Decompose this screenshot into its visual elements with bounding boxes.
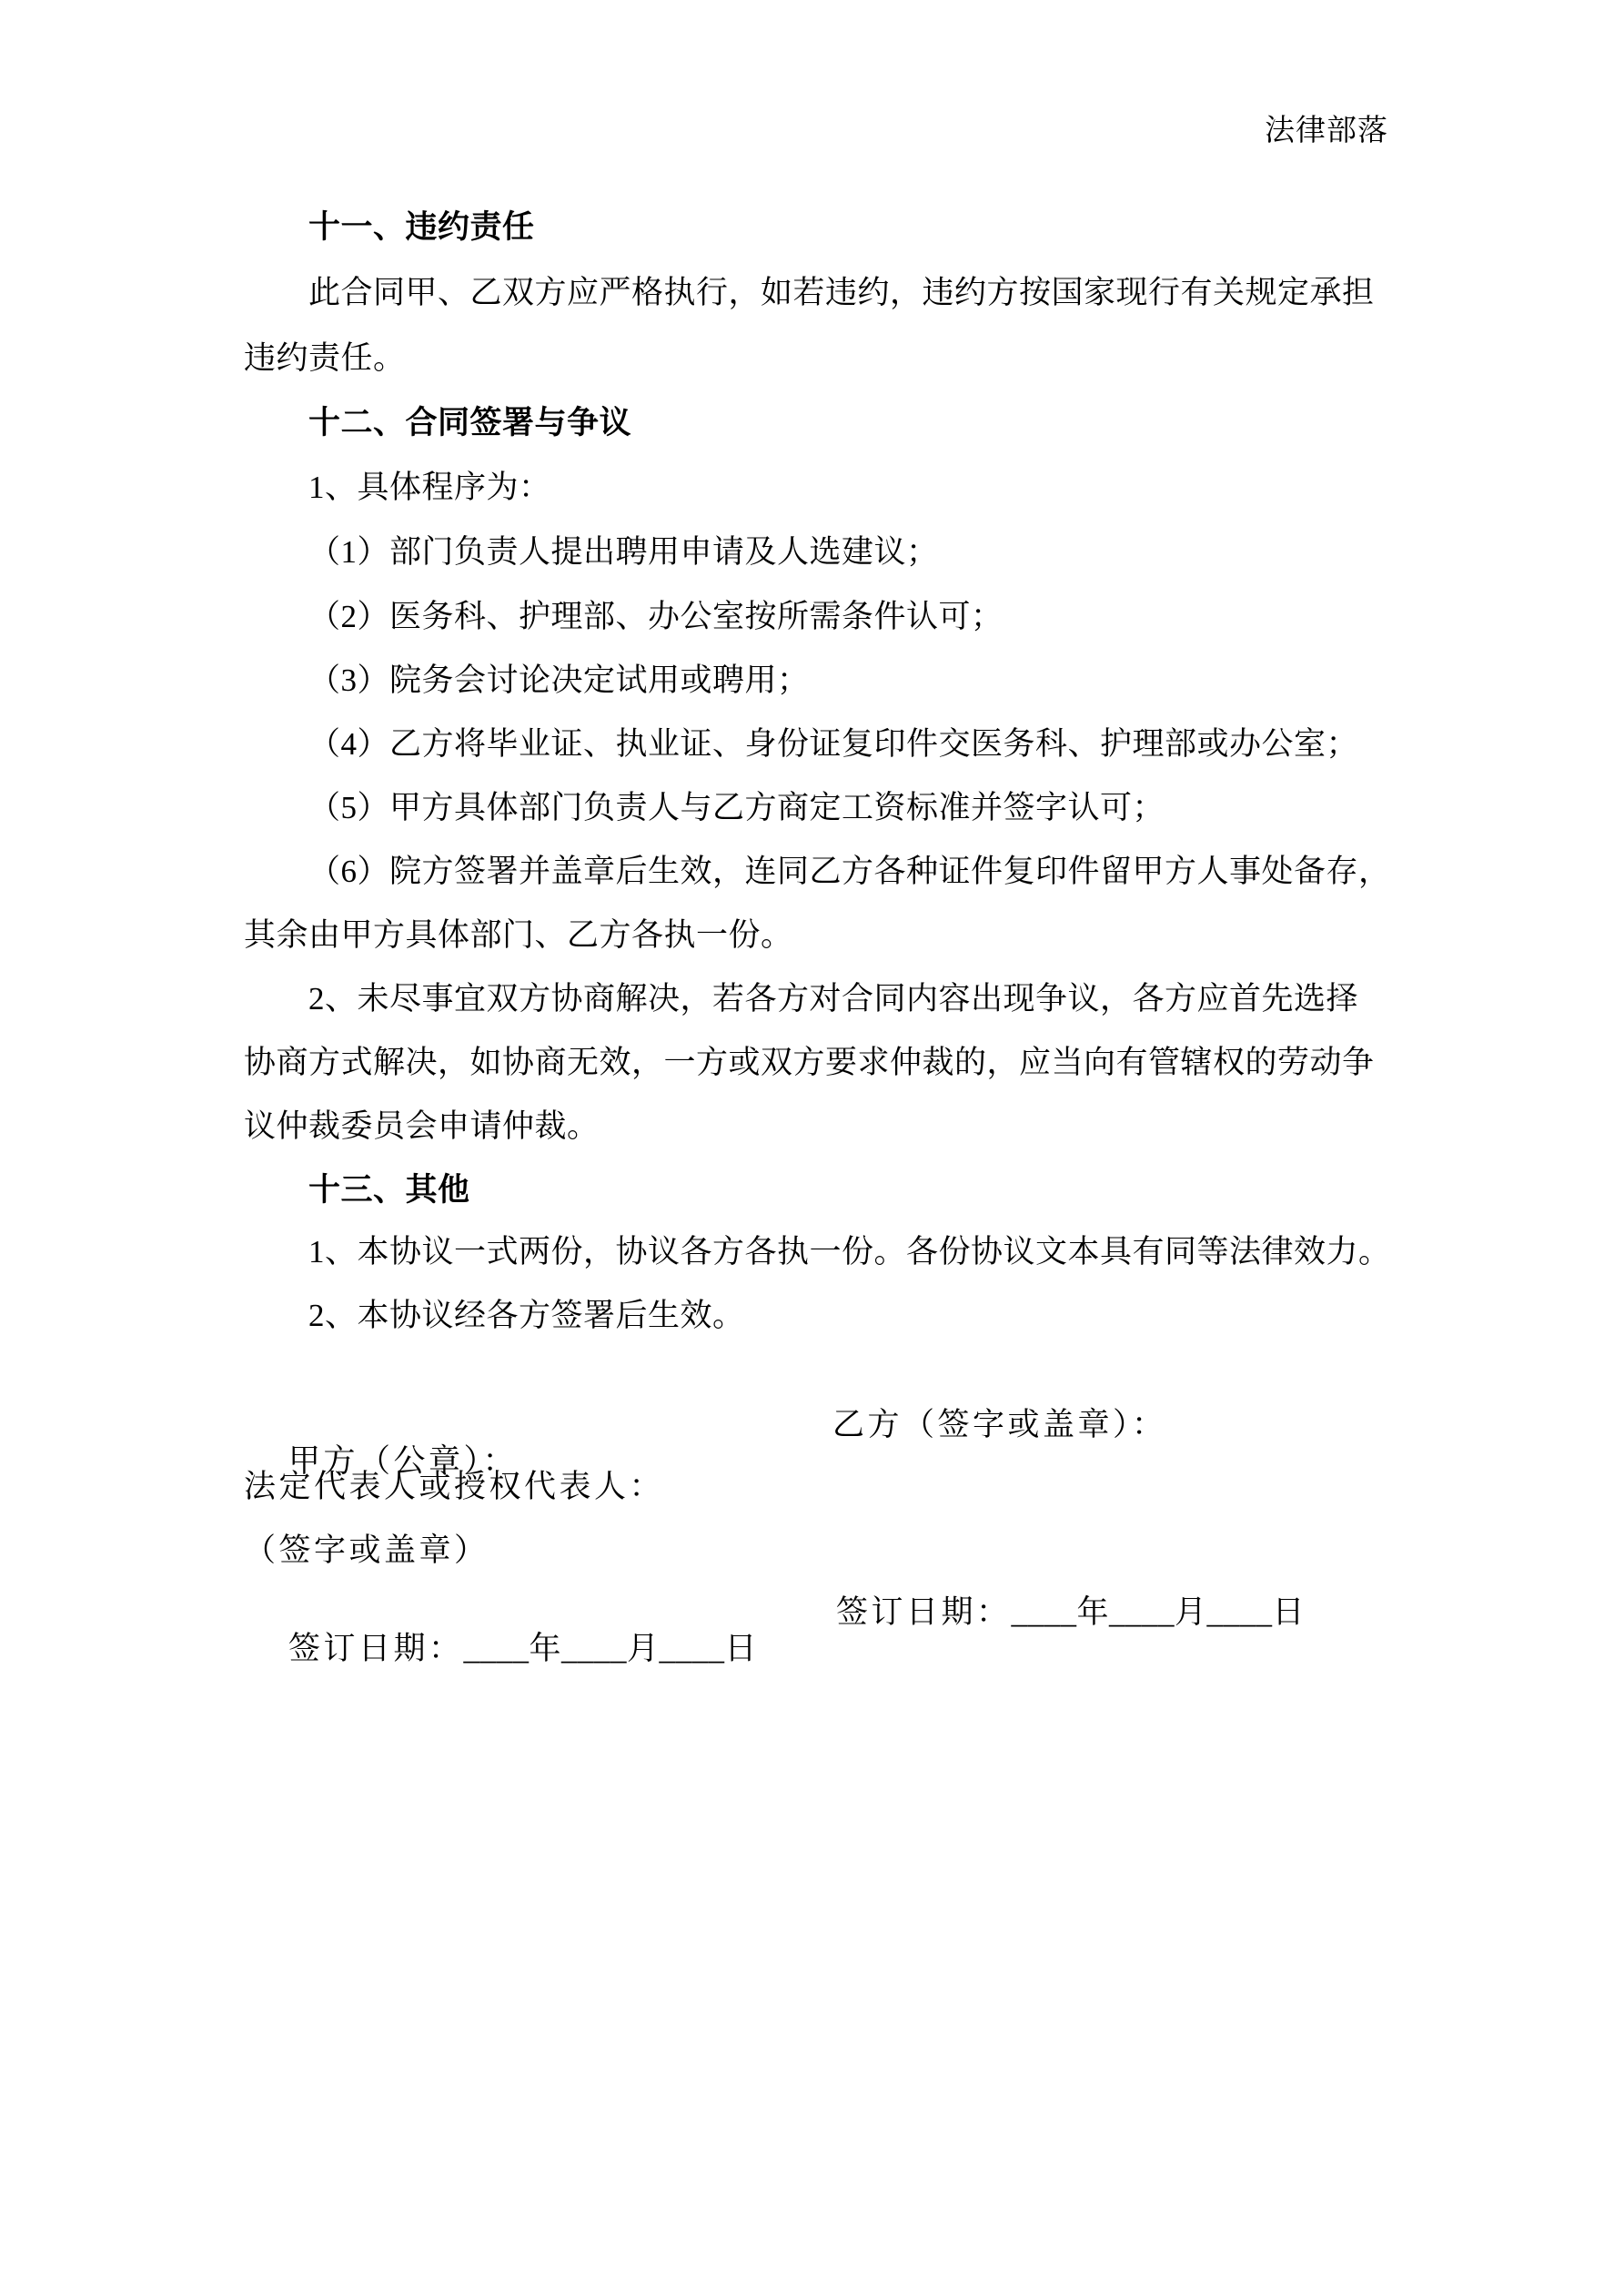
signature-dates-row	[244, 1594, 1408, 1741]
party-b-date-label: 签订日期：	[836, 1594, 1012, 1630]
party-b-date-group	[836, 1594, 1305, 1631]
clause-13-item-2: 2、本协议经各方签署后生效。	[308, 1298, 745, 1333]
seal-note-label: （签字或盖章）	[244, 1532, 489, 1568]
procedure-step-4: （4）乙方将毕业证、执业证、身份证复印件交医务科、护理部或办公室；	[308, 726, 1359, 762]
clause-11-line-2: 违约责任。	[244, 340, 406, 376]
procedure-step-5: （5）甲方具体部门负责人与乙方商定工资标准并签字认可；	[308, 790, 1165, 825]
page-header-brand: 法律部落	[1265, 115, 1388, 147]
clause-12-item-2-line-3: 议仲裁委员会申请仲裁。	[244, 1108, 600, 1144]
procedure-step-2: （2）医务科、护理部、办公室按所需条件认可；	[308, 599, 1004, 634]
section-heading-13: 十三、其他	[308, 1172, 470, 1208]
procedure-step-3: （3）院务会讨论决定试用或聘用；	[308, 663, 810, 698]
party-b-date-blanks: ____年____月____日	[1011, 1594, 1306, 1630]
clause-12-item-1: 1、具体程序为：	[308, 470, 551, 505]
party-a-date-label: 签订日期：	[288, 1631, 464, 1667]
section-heading-11: 十一、违约责任	[308, 209, 535, 245]
clause-11-line-1: 此合同甲、乙双方应严格执行，如若违约，违约方按国家现行有关规定承担	[308, 275, 1375, 310]
section-heading-12: 十二、合同签署与争议	[308, 405, 632, 440]
procedure-step-1: （1）部门负责人提出聘用申请及人选建议；	[308, 534, 939, 570]
party-a-date-group	[288, 1631, 757, 1666]
clause-12-item-2-line-2: 协商方式解决，如协商无效，一方或双方要求仲裁的，应当向有管辖权的劳动争	[244, 1045, 1375, 1080]
procedure-step-6: （6）院方签署并盖章后生效，连同乙方各种证件复印件留甲方人事处备存，	[308, 854, 1391, 889]
clause-13-item-1: 1、本协议一式两份，协议各方各执一份。各份协议文本具有同等法律效力。	[308, 1234, 1391, 1269]
procedure-step-6-cont: 其余由甲方具体部门、乙方各执一份。	[244, 917, 793, 953]
legal-representative-label: 法定代表人或授权代表人：	[244, 1469, 665, 1504]
party-b-sign-label: 乙方（签字或盖章）：	[832, 1407, 1167, 1442]
party-a-seal-label: 甲方（公章）：	[288, 1443, 519, 1480]
clause-12-item-2-line-1: 2、未尽事宜双方协商解决，若各方对合同内容出现争议，各方应首先选择	[308, 981, 1359, 1017]
party-a-date-blanks: ____年____月____日	[463, 1631, 758, 1667]
